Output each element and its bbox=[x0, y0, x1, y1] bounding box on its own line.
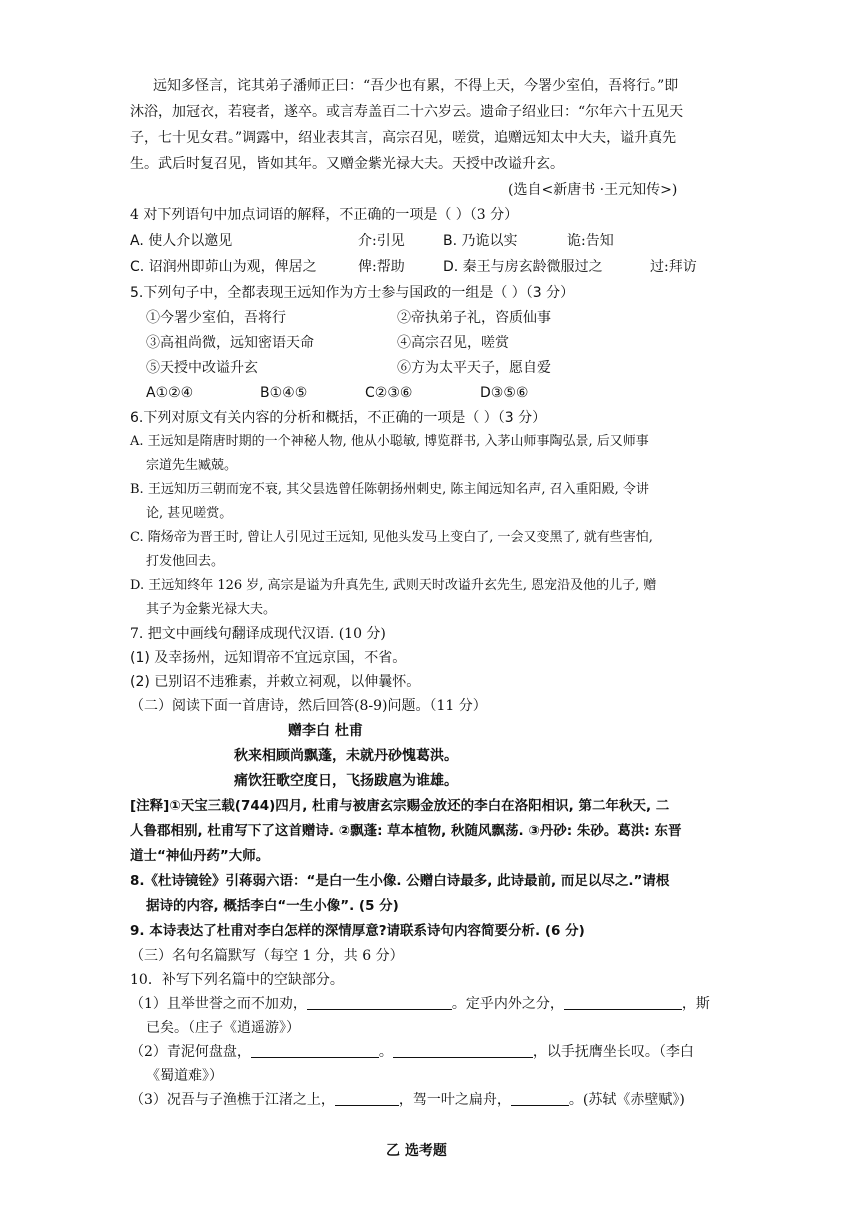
poem-line-2: 痛饮狂歌空度日，飞扬跋扈为谁雄。 bbox=[234, 773, 458, 789]
q6-option-c-line1: C. 隋炀帝为晋王时, 曾让人引见过王远知, 见他头发马上变白了, 一会又变黑了, 就有些害怕, bbox=[130, 530, 653, 545]
q6-option-c-line2: 打发他回去。 bbox=[146, 554, 225, 569]
q5-item-5: ⑤天授中改谥升玄 bbox=[146, 360, 258, 376]
passage-line-1: 远知多怪言，诧其弟子潘师正曰：“吾少也有累，不得上天，今署少室伯，吾将行。”即 bbox=[153, 78, 679, 94]
q5-item-6: ⑥方为太平天子，愿自爱 bbox=[397, 360, 551, 376]
q10-p2-text-a: （2）青泥何盘盘， bbox=[130, 1044, 251, 1060]
section-2-heading: （二）阅读下面一首唐诗，然后回答(8-9)问题。（11 分） bbox=[130, 698, 487, 714]
q10-p1-text-a: （1）且举世誉之而不加劝， bbox=[130, 996, 307, 1012]
q10-line-2 bbox=[130, 1041, 694, 1063]
notes-line-2: 人鲁郡相别, 杜甫写下了这首赠诗. ②飘蓬: 草本植物, 秋随风飘荡. ③丹砂: 朱砂。葛洪: 东晋 bbox=[130, 823, 682, 839]
q10-p2-text-b: 。 bbox=[378, 1044, 393, 1060]
q10-p1-text-b: 。定乎内外之分， bbox=[451, 996, 564, 1012]
q7-sentence-1: (1) 及幸扬州，远知谓帝不宜远京国，不省。 bbox=[130, 650, 407, 666]
notes-line-1: [注释]①天宝三载(744)四月, 杜甫与被唐玄宗赐金放还的李白在洛阳相识, 第二年秋天, 二 bbox=[130, 798, 670, 814]
q5-item-2: ②帝执弟子礼，咨质仙事 bbox=[397, 310, 551, 326]
q6-option-b-line2: 论, 甚见嗟赏。 bbox=[146, 506, 233, 521]
q10-p2-text-c: ，以手抚膺坐长叹。（李白 bbox=[532, 1044, 694, 1060]
q10-p3-text-b: ，驾一叶之扁舟， bbox=[398, 1092, 511, 1108]
q10-p3-text-c: 。(苏轼《赤壁赋》) bbox=[568, 1092, 685, 1108]
q5-item-4: ④高宗召见，嗟赏 bbox=[397, 335, 509, 351]
q10-blank-5[interactable] bbox=[335, 1091, 399, 1106]
q10-p1-continued: 已矣。（庄子《逍遥游》） bbox=[146, 1020, 300, 1036]
q7-sentence-2: (2) 已别诏不违雅素，并敕立祠观，以伸曩怀。 bbox=[130, 674, 421, 690]
poem-line-1: 秋来相顾尚飘蓬，未就丹砂愧葛洪。 bbox=[234, 748, 458, 764]
q10-p2-continued: 《蜀道难》） bbox=[146, 1068, 223, 1084]
q4-option-a: A. 使人介以邀见 bbox=[130, 233, 233, 249]
q5-option-c: C②③⑥ bbox=[365, 385, 413, 401]
notes-line-3: 道士“神仙丹药”大师。 bbox=[130, 848, 270, 864]
q5-option-a: A①②④ bbox=[146, 385, 194, 401]
q8-line-1: 8.《杜诗镜铨》引蒋弱六语：“是白一生小像. 公赠白诗最多, 此诗最前, 而足以尽之.”请根 bbox=[130, 873, 670, 889]
q5-option-d: D③⑤⑥ bbox=[480, 385, 529, 401]
q10-blank-1[interactable] bbox=[307, 995, 452, 1010]
q4-option-c: C. 诏润州即茆山为观，俾居之 bbox=[130, 259, 317, 275]
passage-line-2: 沐浴，加冠衣，若寝者，遂卒。或言寿盖百二十六岁云。遗命子绍业曰：“尔年六十五见天 bbox=[130, 104, 684, 120]
q4-option-b: B. 乃诡以实 bbox=[443, 233, 518, 249]
q6-option-a-line2: 宗道先生臧兢。 bbox=[146, 458, 238, 473]
q8-line-2: 据诗的内容, 概括李白“一生小像”. (5 分) bbox=[146, 898, 399, 914]
q10-p3-text-a: （3）况吾与子渔樵于江渚之上， bbox=[130, 1092, 335, 1108]
q5-option-b: B①④⑤ bbox=[260, 385, 308, 401]
q10-blank-4[interactable] bbox=[393, 1043, 533, 1058]
q4-option-a-note: 介:引见 bbox=[358, 233, 405, 249]
q6-option-d-line2: 其子为金紫光禄大夫。 bbox=[146, 602, 277, 617]
section-yi-heading: 乙 选考题 bbox=[386, 1143, 447, 1159]
q7-stem: 7. 把文中画线句翻译成现代汉语. (10 分) bbox=[130, 626, 386, 642]
q5-stem: 5.下列句子中，全都表现王远知作为方士参与国政的一组是（ ）（3 分） bbox=[130, 285, 575, 301]
q4-option-d-note: 过:拜访 bbox=[650, 259, 697, 275]
q4-stem: 4 对下列语句中加点词语的解释，不正确的一项是（ ）（3 分） bbox=[130, 207, 519, 223]
passage-source: (选自<新唐书 ·王元知传>) bbox=[508, 182, 678, 198]
q4-option-c-note: 俾:帮助 bbox=[358, 259, 405, 275]
passage-line-3: 子，七十见女君。”调露中，绍业表其言，高宗召见，嗟赏，追赠远知太中大夫，谥升真先 bbox=[130, 130, 677, 146]
q10-line-1 bbox=[130, 993, 710, 1015]
section-3-heading: （三）名句名篇默写（每空 1 分，共 6 分） bbox=[130, 948, 404, 964]
q6-stem: 6.下列对原文有关内容的分析和概括，不正确的一项是（ ）（3 分） bbox=[130, 410, 547, 426]
q6-option-d-line1: D. 王远知终年 126 岁, 高宗是谥为升真先生, 武则天时改谥升玄先生, 恩宠沿及他的儿子, 赠 bbox=[130, 578, 657, 593]
q4-option-b-note: 诡:告知 bbox=[567, 233, 614, 249]
passage-line-4: 生。武后时复召见，皆如其年。又赠金紫光禄大夫。天授中改谥升玄。 bbox=[130, 156, 564, 172]
poem-title: 赠李白 杜甫 bbox=[288, 723, 363, 739]
q9-question: 9. 本诗表达了杜甫对李白怎样的深情厚意?请联系诗句内容简要分析. (6 分) bbox=[130, 923, 585, 939]
q10-line-3 bbox=[130, 1089, 685, 1111]
q10-p1-text-c: ，斯 bbox=[681, 996, 710, 1012]
q10-blank-3[interactable] bbox=[251, 1043, 379, 1058]
q10-blank-2[interactable] bbox=[564, 995, 682, 1010]
q10-stem: 10．补写下列名篇中的空缺部分。 bbox=[130, 972, 344, 988]
q5-item-1: ①今署少室伯，吾将行 bbox=[146, 310, 286, 326]
q6-option-b-line1: B. 王远知历三朝而宠不衰, 其父昙选曾任陈朝扬州刺史, 陈主闻远知名声, 召入重阳殿, 令讲 bbox=[130, 482, 649, 497]
q6-option-a-line1: A. 王远知是隋唐时期的一个神秘人物, 他从小聪敏, 博览群书, 入茅山师事陶弘景, 后又师事 bbox=[130, 434, 649, 449]
q10-blank-6[interactable] bbox=[511, 1091, 569, 1106]
q5-item-3: ③高祖尚微，远知密语天命 bbox=[146, 335, 314, 351]
q4-option-d: D. 秦王与房玄龄微服过之 bbox=[443, 259, 603, 275]
